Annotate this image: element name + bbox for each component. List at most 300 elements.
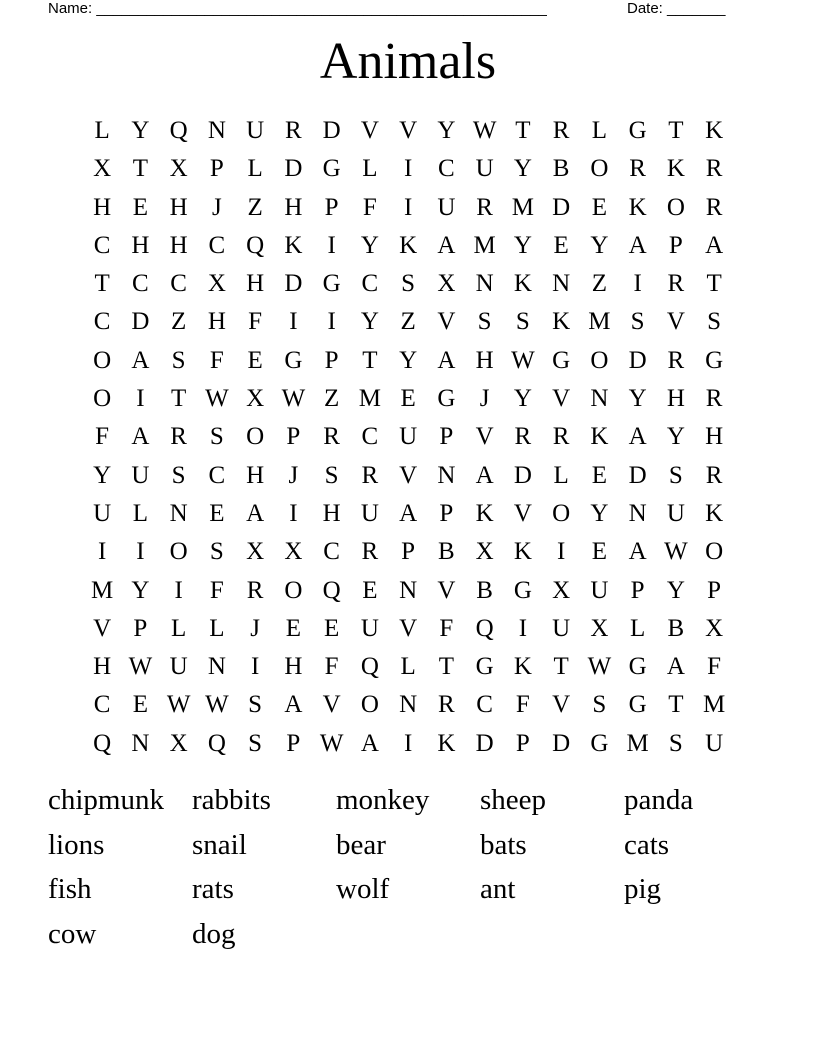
grid-letter: R	[552, 117, 570, 144]
grid-letter: W	[664, 538, 688, 566]
grid-letter: C	[438, 155, 455, 183]
grid-letter: P	[324, 193, 339, 221]
grid-letter: V	[437, 576, 456, 604]
grid-letter: K	[705, 117, 724, 144]
grid-letter: V	[399, 461, 418, 489]
grid-letter: C	[323, 538, 340, 566]
grid-letter: X	[552, 576, 571, 604]
grid-letter: I	[327, 231, 336, 259]
grid-letter: R	[629, 155, 646, 183]
word-search-grid	[83, 112, 733, 763]
grid-letter: H	[207, 308, 226, 336]
grid-letter: Z	[400, 308, 416, 336]
grid-letter: N	[590, 385, 609, 413]
word-list-item: snail	[192, 828, 247, 861]
grid-letter: T	[668, 117, 684, 144]
grid-letter: X	[93, 155, 112, 183]
grid-letter: C	[361, 423, 379, 451]
grid-letter: O	[705, 538, 724, 566]
grid-letter: C	[208, 461, 226, 489]
grid-letter: R	[361, 461, 379, 489]
grid-letter: P	[439, 423, 454, 451]
grid-letter: B	[667, 614, 685, 642]
grid-letter: M	[626, 729, 649, 757]
grid-letter: A	[628, 231, 647, 259]
grid-letter: F	[515, 691, 530, 719]
grid-letter: D	[475, 729, 494, 757]
grid-letter: R	[438, 691, 455, 719]
grid-letter: J	[250, 614, 260, 642]
grid-row	[83, 112, 733, 150]
grid-letter: O	[93, 346, 112, 374]
grid-letter: S	[515, 308, 530, 336]
word-list-item: cats	[624, 828, 670, 861]
grid-letter: W	[511, 346, 535, 374]
grid-letter: Z	[170, 308, 187, 336]
grid-letter: R	[552, 423, 570, 451]
grid-letter: S	[707, 308, 722, 336]
grid-letter: S	[630, 308, 645, 336]
grid-letter: W	[472, 117, 497, 144]
grid-letter: W	[205, 385, 229, 413]
grid-letter: O	[169, 538, 188, 566]
grid-row	[83, 189, 733, 227]
grid-row	[83, 303, 733, 341]
grid-letter: H	[284, 193, 303, 221]
page-title: Animals	[319, 33, 497, 90]
grid-letter: U	[360, 614, 379, 642]
grid-letter: D	[552, 729, 571, 757]
grid-letter: D	[322, 117, 341, 144]
grid-letter: I	[289, 308, 298, 336]
grid-letter: O	[590, 346, 609, 374]
grid-letter: T	[706, 270, 722, 298]
grid-letter: S	[401, 270, 416, 298]
grid-letter: E	[591, 193, 608, 221]
grid-letter: S	[668, 729, 683, 757]
grid-letter: P	[286, 423, 301, 451]
grid-letter: V	[437, 308, 456, 336]
grid-letter: L	[247, 155, 263, 183]
grid-letter: R	[170, 423, 187, 451]
grid-letter: A	[360, 729, 379, 757]
grid-letter: T	[362, 346, 378, 374]
grid-letter: L	[170, 614, 187, 642]
grid-letter: I	[97, 538, 107, 566]
grid-letter: X	[207, 270, 226, 298]
grid-letter: A	[437, 231, 456, 259]
word-list-item: chipmunk	[48, 784, 164, 816]
grid-letter: G	[628, 653, 647, 681]
grid-letter: E	[323, 614, 340, 642]
grid-letter: A	[399, 499, 418, 527]
grid-letter: W	[205, 691, 229, 719]
grid-letter: R	[476, 193, 493, 221]
grid-letter: G	[475, 653, 494, 681]
grid-letter: F	[439, 614, 454, 642]
grid-letter: Y	[590, 499, 609, 527]
grid-row	[83, 457, 733, 495]
grid-letter: Y	[666, 576, 685, 604]
grid-letter: A	[246, 499, 265, 527]
grid-letter: N	[169, 499, 188, 527]
grid-letter: G	[284, 346, 303, 374]
grid-letter: T	[132, 155, 149, 183]
grid-letter: P	[668, 231, 683, 259]
grid-letter: P	[209, 155, 224, 183]
grid-letter: K	[513, 270, 532, 298]
grid-letter: U	[590, 576, 609, 604]
grid-letter: S	[324, 461, 339, 489]
grid-letter: Z	[247, 193, 263, 221]
grid-letter: R	[705, 461, 723, 489]
grid-letter: Y	[131, 117, 150, 144]
grid-letter: I	[174, 576, 183, 604]
grid-letter: A	[705, 231, 724, 259]
grid-letter: F	[707, 653, 722, 681]
grid-letter: D	[284, 155, 303, 183]
grid-row	[83, 686, 733, 724]
grid-row	[83, 725, 733, 763]
grid-letter: O	[666, 193, 685, 221]
grid-letter: Q	[360, 653, 379, 681]
grid-letter: G	[513, 576, 532, 604]
word-list-item: panda	[624, 784, 694, 816]
grid-letter: X	[705, 614, 724, 642]
grid-letter: R	[323, 423, 340, 451]
grid-letter: D	[284, 270, 303, 298]
grid-letter: X	[169, 155, 188, 183]
grid-letter: T	[553, 653, 569, 681]
grid-letter: E	[132, 193, 149, 221]
grid-letter: H	[93, 193, 112, 221]
word-list-item: rabbits	[192, 784, 271, 816]
grid-letter: Z	[323, 385, 340, 413]
name-field: Name: ______________________________________________________	[48, 0, 547, 17]
grid-letter: Q	[246, 231, 265, 259]
grid-letter: T	[438, 653, 455, 681]
grid-letter: K	[628, 193, 647, 221]
grid-letter: E	[209, 499, 225, 527]
grid-letter: A	[666, 653, 685, 681]
grid-letter: P	[630, 576, 645, 604]
grid-row	[83, 572, 733, 610]
grid-letter: V	[666, 308, 685, 336]
grid-letter: T	[94, 270, 110, 298]
grid-letter: W	[587, 653, 612, 681]
grid-letter: U	[552, 614, 571, 642]
grid-letter: K	[399, 231, 418, 259]
grid-letter: W	[281, 385, 306, 413]
grid-letter: X	[246, 385, 265, 413]
grid-letter: K	[475, 499, 494, 527]
grid-letter: Y	[399, 346, 418, 374]
grid-letter: J	[479, 385, 490, 413]
grid-letter: O	[360, 691, 379, 719]
grid-letter: N	[131, 729, 150, 757]
grid-letter: D	[628, 346, 647, 374]
grid-letter: Y	[360, 231, 379, 259]
grid-letter: R	[361, 538, 379, 566]
grid-letter: E	[362, 576, 378, 604]
grid-letter: I	[136, 538, 145, 566]
grid-letter: C	[476, 691, 493, 719]
grid-letter: A	[628, 538, 647, 566]
grid-letter: I	[633, 270, 642, 298]
grid-letter: F	[362, 193, 377, 221]
grid-letter: L	[94, 117, 110, 144]
grid-letter: N	[552, 270, 571, 298]
grid-letter: K	[666, 155, 685, 183]
grid-letter: L	[132, 499, 149, 527]
grid-letter: K	[590, 423, 609, 451]
grid-letter: X	[284, 538, 303, 566]
grid-letter: H	[705, 423, 724, 451]
grid-letter: R	[667, 346, 685, 374]
grid-letter: M	[703, 691, 726, 719]
grid-letter: R	[705, 193, 723, 221]
grid-letter: E	[591, 461, 608, 489]
grid-letter: P	[439, 499, 454, 527]
grid-letter: I	[556, 538, 566, 566]
grid-letter: X	[169, 729, 188, 757]
grid-letter: V	[513, 499, 532, 527]
word-list-item: sheep	[480, 784, 547, 816]
grid-letter: Y	[437, 117, 456, 144]
grid-row	[83, 648, 733, 686]
grid-letter: R	[667, 270, 685, 298]
grid-row	[83, 265, 733, 303]
grid-row	[83, 380, 733, 418]
grid-letter: L	[591, 117, 608, 144]
grid-letter: R	[705, 155, 723, 183]
grid-letter: Y	[360, 308, 379, 336]
grid-letter: F	[209, 346, 224, 374]
grid-letter: O	[590, 155, 609, 183]
grid-letter: S	[668, 461, 683, 489]
grid-letter: I	[327, 308, 336, 336]
grid-letter: A	[131, 423, 150, 451]
grid-letter: A	[284, 691, 303, 719]
grid-letter: U	[437, 193, 456, 221]
grid-letter: Z	[591, 270, 608, 298]
grid-letter: X	[590, 614, 609, 642]
grid-letter: L	[209, 614, 225, 642]
grid-letter: H	[93, 653, 112, 681]
grid-letter: E	[553, 231, 569, 259]
grid-letter: Y	[93, 461, 112, 489]
grid-letter: H	[322, 499, 341, 527]
grid-letter: O	[93, 385, 112, 413]
grid-letter: Y	[513, 385, 532, 413]
grid-letter: F	[324, 653, 339, 681]
grid-letter: F	[95, 423, 110, 451]
grid-letter: P	[324, 346, 339, 374]
grid-letter: I	[289, 499, 298, 527]
grid-letter: R	[246, 576, 264, 604]
grid-letter: U	[131, 461, 150, 489]
word-list-item: cow	[48, 917, 97, 950]
grid-row	[83, 495, 733, 533]
word-list-item: bats	[480, 828, 527, 861]
word-list-item: ant	[480, 873, 516, 905]
grid-letter: E	[247, 346, 263, 374]
grid-row	[83, 227, 733, 265]
grid-letter: Q	[169, 117, 188, 144]
grid-letter: B	[438, 538, 455, 566]
grid-letter: D	[513, 461, 532, 489]
grid-letter: C	[132, 270, 149, 298]
grid-letter: L	[553, 461, 569, 489]
grid-letter: Y	[513, 231, 532, 259]
grid-letter: I	[250, 653, 260, 681]
grid-letter: I	[518, 614, 528, 642]
grid-letter: Q	[475, 614, 494, 642]
grid-letter: N	[207, 117, 226, 144]
grid-letter: V	[399, 117, 418, 144]
grid-letter: N	[628, 499, 647, 527]
grid-letter: K	[437, 729, 456, 757]
grid-letter: H	[284, 653, 303, 681]
grid-letter: C	[93, 308, 111, 336]
grid-letter: K	[284, 231, 303, 259]
grid-letter: S	[248, 691, 263, 719]
grid-letter: K	[513, 538, 532, 566]
grid-letter: U	[475, 155, 494, 183]
grid-letter: H	[475, 346, 494, 374]
date-field: Date: _______	[627, 0, 726, 17]
grid-letter: R	[514, 423, 532, 451]
grid-letter: K	[552, 308, 571, 336]
grid-letter: K	[705, 499, 724, 527]
grid-letter: M	[358, 385, 381, 413]
word-list-item: fish	[48, 873, 92, 905]
word-list-item: lions	[48, 828, 105, 861]
grid-letter: W	[319, 729, 344, 757]
grid-letter: G	[437, 385, 456, 413]
grid-letter: L	[362, 155, 378, 183]
grid-letter: A	[437, 346, 456, 374]
grid-letter: V	[552, 691, 571, 719]
grid-row	[83, 342, 733, 380]
grid-letter: C	[208, 231, 226, 259]
word-list-item: wolf	[336, 873, 390, 905]
grid-letter: N	[437, 461, 456, 489]
grid-letter: U	[93, 499, 112, 527]
grid-letter: H	[131, 231, 150, 259]
grid-letter: C	[170, 270, 187, 298]
grid-letter: T	[515, 117, 531, 144]
grid-letter: H	[169, 193, 188, 221]
grid-letter: S	[248, 729, 263, 757]
grid-letter: H	[666, 385, 685, 413]
grid-letter: U	[360, 499, 379, 527]
grid-letter: M	[91, 576, 114, 604]
grid-letter: D	[552, 193, 571, 221]
grid-letter: P	[707, 576, 722, 604]
grid-letter: S	[171, 346, 186, 374]
grid-letter: R	[705, 385, 723, 413]
grid-letter: N	[399, 576, 418, 604]
grid-letter: P	[286, 729, 301, 757]
grid-letter: T	[668, 691, 684, 719]
grid-letter: X	[437, 270, 456, 298]
grid-letter: U	[246, 117, 265, 144]
grid-letter: Q	[93, 729, 112, 757]
grid-letter: P	[401, 538, 416, 566]
grid-letter: E	[400, 385, 416, 413]
grid-letter: V	[322, 691, 341, 719]
grid-letter: S	[477, 308, 492, 336]
grid-letter: O	[552, 499, 571, 527]
grid-letter: C	[93, 691, 111, 719]
grid-letter: E	[285, 614, 302, 642]
grid-letter: D	[131, 308, 150, 336]
grid-letter: S	[209, 538, 224, 566]
grid-letter: G	[628, 117, 647, 144]
grid-letter: N	[399, 691, 418, 719]
grid-letter: G	[552, 346, 571, 374]
grid-letter: S	[209, 423, 224, 451]
grid-letter: L	[400, 653, 416, 681]
grid-letter: U	[399, 423, 418, 451]
word-list-item: dog	[192, 917, 236, 950]
grid-letter: N	[207, 653, 226, 681]
grid-letter: G	[705, 346, 724, 374]
grid-letter: N	[475, 270, 494, 298]
grid-row	[83, 150, 733, 188]
grid-letter: D	[628, 461, 647, 489]
grid-letter: Y	[628, 385, 647, 413]
grid-letter: J	[288, 461, 299, 489]
grid-row	[83, 533, 733, 571]
grid-letter: S	[592, 691, 607, 719]
grid-letter: Y	[513, 155, 532, 183]
word-list-item: rats	[192, 873, 234, 905]
grid-letter: C	[361, 270, 379, 298]
grid-letter: W	[166, 691, 191, 719]
grid-letter: M	[511, 193, 534, 221]
grid-letter: O	[284, 576, 303, 604]
grid-letter: V	[552, 385, 571, 413]
grid-letter: V	[399, 614, 418, 642]
grid-letter: R	[285, 117, 302, 144]
grid-letter: B	[552, 155, 570, 183]
grid-letter: M	[473, 231, 496, 259]
word-list-item: monkey	[336, 784, 430, 816]
grid-letter: Y	[666, 423, 685, 451]
grid-letter: V	[93, 614, 112, 642]
grid-letter: U	[705, 729, 724, 757]
grid-letter: L	[629, 614, 646, 642]
grid-letter: T	[170, 385, 187, 413]
grid-letter: P	[515, 729, 530, 757]
grid-letter: K	[513, 653, 532, 681]
grid-letter: J	[212, 193, 222, 221]
grid-letter: X	[475, 538, 494, 566]
grid-letter: H	[169, 231, 188, 259]
grid-letter: W	[128, 653, 153, 681]
grid-letter: C	[93, 231, 111, 259]
grid-letter: I	[403, 155, 413, 183]
grid-letter: G	[628, 691, 647, 719]
grid-letter: A	[131, 346, 150, 374]
grid-letter: Y	[590, 231, 609, 259]
grid-letter: U	[666, 499, 685, 527]
grid-letter: G	[322, 155, 341, 183]
word-list-item: pig	[624, 873, 662, 905]
grid-letter: H	[246, 461, 265, 489]
